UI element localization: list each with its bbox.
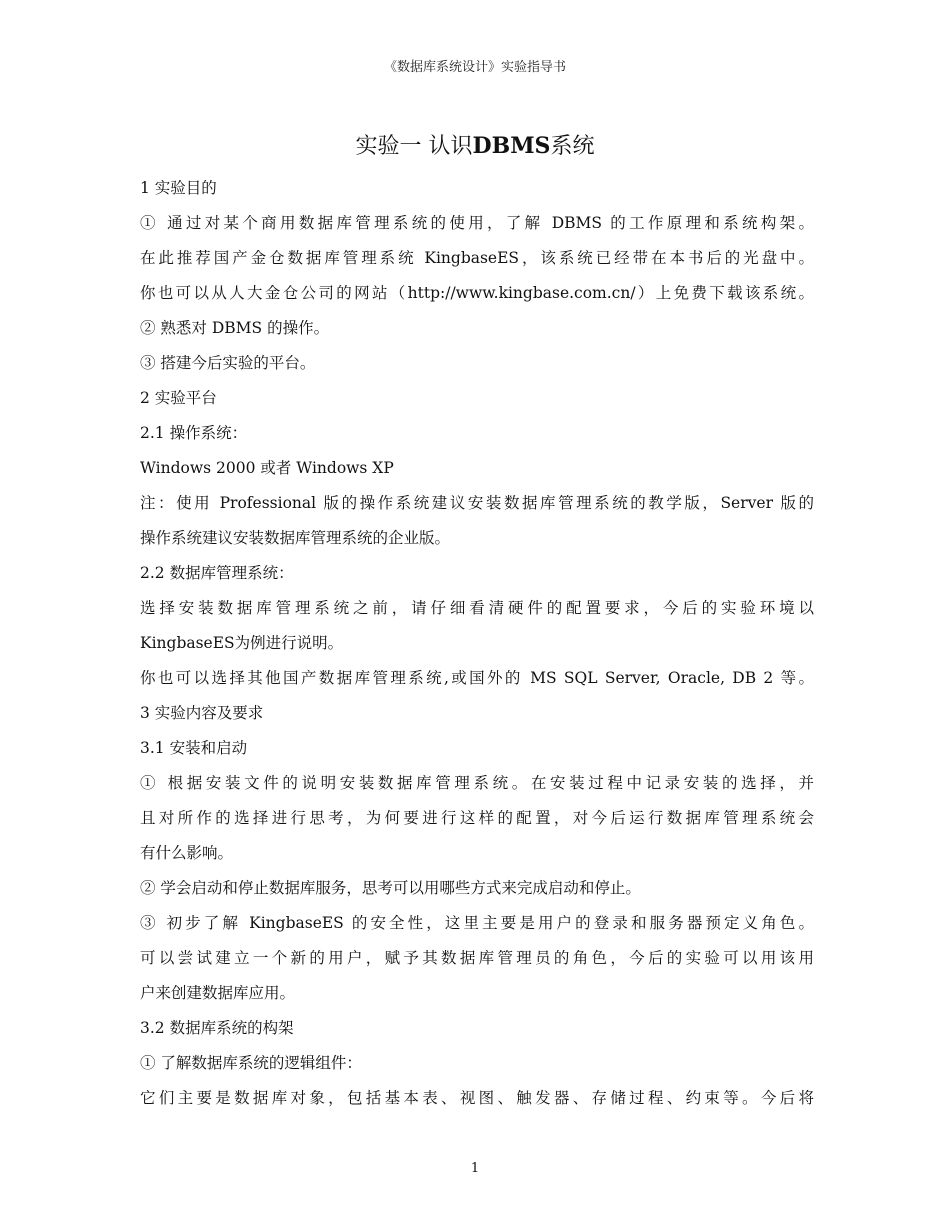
- text-line: ① 根据安装文件的说明安装数据库管理系统。在安装过程中记录安装的选择，并: [140, 774, 814, 792]
- text-line: ① 了解数据库系统的逻辑组件：: [140, 1054, 362, 1072]
- text-line: 1 实验目的: [140, 179, 217, 197]
- text-line: ② 学会启动和停止数据库服务，思考可以用哪些方式来完成启动和停止。: [140, 879, 641, 897]
- text-line: 你也可以选择其他国产数据库管理系统,或国外的 MS SQL Server, Oracle, DB 2 等。: [140, 669, 814, 687]
- title-prefix: 实验一 认识: [355, 134, 473, 159]
- text-line: 有什么影响。: [140, 844, 234, 862]
- text-line: 可以尝试建立一个新的用户，赋予其数据库管理员的角色，今后的实验可以用该用: [140, 949, 814, 967]
- text-line: 你也可以从人大金仓公司的网站（http://www.kingbase.com.cn/）上免费下载该系统。: [140, 284, 814, 302]
- text-line: KingbaseES为例进行说明。: [140, 634, 344, 652]
- running-header: 《数据库系统设计》实验指导书: [383, 60, 566, 75]
- text-line: 且对所作的选择进行思考，为何要进行这样的配置，对今后运行数据库管理系统会: [140, 809, 814, 827]
- text-line: ③ 搭建今后实验的平台。: [140, 354, 316, 372]
- text-line: 3 实验内容及要求: [140, 704, 264, 722]
- text-line: 注：使用 Professional 版的操作系统建议安装数据库管理系统的教学版，Server 版的: [140, 494, 814, 512]
- page-number: 1: [470, 1161, 480, 1176]
- text-line: 3.1 安装和启动: [140, 739, 248, 757]
- text-line: 选择安装数据库管理系统之前，请仔细看清硬件的配置要求，今后的实验环境以: [140, 599, 814, 617]
- body-text: [140, 171, 814, 1116]
- text-line: 操作系统建议安装数据库管理系统的企业版。: [140, 529, 451, 547]
- text-line: 2.1 操作系统：: [140, 424, 248, 442]
- text-line: ③ 初步了解 KingbaseES 的安全性，这里主要是用户的登录和服务器预定义角色。: [140, 914, 814, 932]
- text-line: 在此推荐国产金仓数据库管理系统 KingbaseES，该系统已经带在本书后的光盘中。: [140, 249, 814, 267]
- chapter-title: [0, 130, 950, 163]
- text-line: 3.2 数据库系统的构架: [140, 1019, 294, 1037]
- text-line: 2.2 数据库管理系统：: [140, 564, 294, 582]
- text-line: 户来创建数据库应用。: [140, 984, 296, 1002]
- title-suffix: 系统: [550, 134, 595, 159]
- title-bold: DBMS: [472, 133, 551, 159]
- text-line: 它们主要是数据库对象，包括基本表、视图、触发器、存储过程、约束等。今后将: [140, 1089, 814, 1107]
- text-line: Windows 2000 或者 Windows XP: [140, 459, 394, 477]
- text-line: ① 通过对某个商用数据库管理系统的使用，了解 DBMS 的工作原理和系统构架。: [140, 214, 814, 232]
- text-line: 2 实验平台: [140, 389, 217, 407]
- text-line: ② 熟悉对 DBMS 的操作。: [140, 319, 330, 337]
